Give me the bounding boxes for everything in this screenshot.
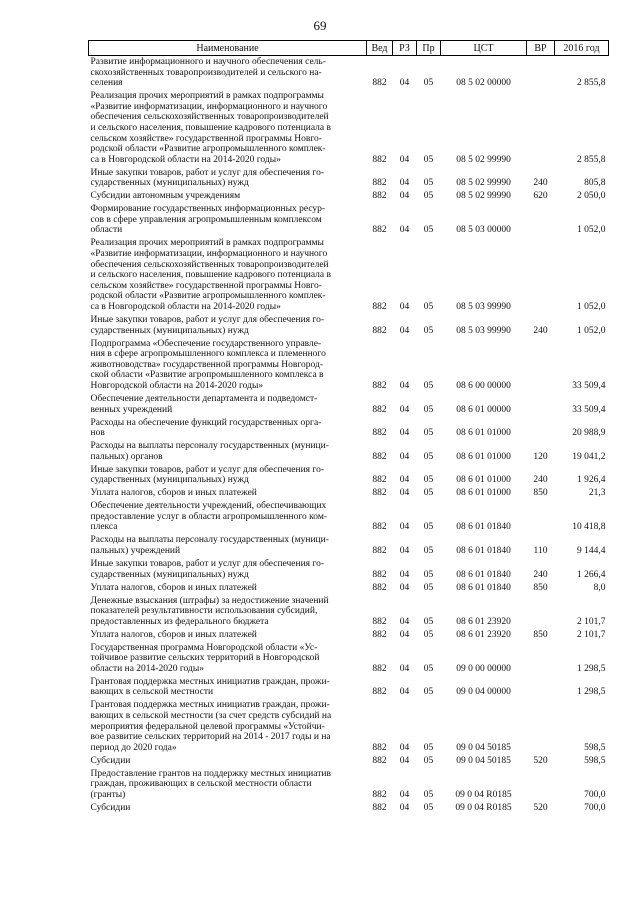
row-ved: 882: [372, 663, 387, 674]
row-pr: 05: [423, 616, 434, 627]
table-body: [89, 56, 609, 815]
row-name: Предоставление грантов на поддержку местных инициатив граждан, проживающих в сельской местности области (гранты): [90, 768, 331, 800]
row-name: Денежные взыскания (штрафы) за недостижение значений показателей результативности использования субсидий, предоставленных из федерального бюджета: [90, 595, 329, 627]
row-ved: 882: [372, 629, 387, 640]
row-vr: 850: [533, 582, 548, 593]
row-vr: 120: [533, 451, 548, 462]
row-ved: 882: [372, 687, 387, 698]
row-name: Подпрограмма «Обеспечение государственного управле- ния в сфере агропромышленного комплекса и племенного животноводства» государственной программы Новгород- ской области «Развитие агропромышленного комплекса в Новгородской области на 2014-2020 годы»: [90, 338, 326, 391]
header-rz: РЗ: [393, 41, 417, 56]
row-pr: 05: [423, 522, 434, 533]
table-row: [89, 167, 609, 191]
row-cst: 08 5 02 99990: [456, 154, 511, 165]
row-cst: 08 5 03 00000: [456, 225, 511, 236]
row-amount: 700,0: [584, 789, 606, 800]
row-cst: 09 0 04 50185: [456, 742, 511, 753]
row-rz: 04: [399, 616, 410, 627]
row-vr: [527, 237, 555, 314]
table-row: [89, 464, 609, 488]
row-cst: 08 5 02 00000: [456, 78, 511, 89]
row-name: Уплата налогов, сборов и иных платежей: [90, 488, 257, 499]
row-amount: 2 101,7: [577, 616, 606, 627]
row-vr: [527, 417, 555, 441]
row-name: Обеспечение деятельности департамента и подведомст- венных учреждений: [90, 393, 318, 415]
row-amount: 1 052,0: [577, 225, 606, 236]
row-pr: 05: [423, 755, 434, 766]
row-pr: 05: [423, 78, 434, 89]
row-ved: 882: [372, 404, 387, 415]
row-rz: 04: [399, 663, 410, 674]
row-ved: 882: [372, 225, 387, 236]
row-amount: 2 855,8: [577, 78, 606, 89]
row-ved: 882: [372, 742, 387, 753]
row-vr: [527, 338, 555, 393]
row-cst: 08 6 01 01000: [456, 475, 511, 486]
row-pr: 05: [423, 546, 434, 556]
row-rz: 04: [399, 802, 410, 813]
row-amount: 33 509,4: [572, 380, 606, 391]
table-row: [89, 314, 609, 338]
table-row: [89, 487, 609, 500]
row-rz: 04: [399, 451, 410, 462]
table-row: [89, 534, 609, 558]
row-cst: 08 6 01 01000: [456, 428, 511, 439]
row-name: Расходы на выплаты персоналу государственных (муници- пальных) органов: [90, 441, 329, 462]
row-amount: 1 052,0: [577, 302, 606, 313]
row-cst: 08 6 01 23920: [456, 616, 511, 627]
row-ved: 882: [372, 302, 387, 313]
row-ved: 882: [372, 475, 387, 486]
row-vr: 240: [533, 178, 548, 189]
row-rz: 04: [399, 380, 410, 391]
row-rz: 04: [399, 522, 410, 533]
row-name: Иные закупки товаров, работ и услуг для обеспечения го- сударственных (муниципальных) нужд: [90, 315, 324, 336]
row-cst: 08 6 00 00000: [456, 380, 511, 391]
row-pr: 05: [423, 582, 434, 593]
row-cst: 08 6 01 23920: [456, 629, 511, 640]
row-amount: 700,0: [584, 802, 606, 813]
row-ved: 882: [372, 789, 387, 800]
table-row: [89, 203, 609, 237]
page-number: 69: [313, 18, 327, 33]
row-pr: 05: [423, 404, 434, 415]
table-row: [89, 595, 609, 629]
row-rz: 04: [399, 225, 410, 236]
row-amount: 33 509,4: [572, 404, 606, 415]
table-row: [89, 629, 609, 642]
row-rz: 04: [399, 178, 410, 189]
row-vr: 520: [533, 755, 548, 766]
row-cst: 09 0 04 R0185: [455, 789, 512, 800]
row-rz: 04: [399, 755, 410, 766]
header-name: Наименование: [89, 41, 367, 56]
row-pr: 05: [423, 325, 434, 336]
row-name: Грантовая поддержка местных инициатив граждан, прожи- вающих в сельской местности (за счет средств субсидий на мероприятия федеральной целевой программы «Устойчи- вое развитие сельских территорий на 2014 - 2017 годы и на период до 2020 года»: [90, 700, 332, 753]
row-cst: 09 0 04 00000: [456, 687, 511, 698]
row-rz: 04: [399, 191, 410, 202]
row-cst: 08 6 01 01840: [456, 582, 511, 593]
row-vr: 240: [533, 569, 548, 580]
row-rz: 04: [399, 546, 410, 556]
row-cst: 08 5 03 99990: [456, 325, 511, 336]
row-pr: 05: [423, 178, 434, 189]
table-row: [89, 582, 609, 595]
row-cst: 08 5 03 99990: [456, 302, 511, 313]
row-pr: 05: [423, 191, 434, 202]
row-ved: 882: [372, 582, 387, 593]
table-row: [89, 440, 609, 464]
row-ved: 882: [372, 802, 387, 813]
row-name: Государственная программа Новгородской области «Ус- тойчивое развитие сельских территорий в Новгородской области на 2014-2020 годы»: [90, 642, 320, 674]
row-pr: 05: [423, 488, 434, 499]
row-name: Иные закупки товаров, работ и услуг для обеспечения го- сударственных (муниципальных) нужд: [90, 464, 324, 486]
row-amount: 19 041,2: [572, 451, 606, 462]
row-ved: 882: [372, 755, 387, 766]
row-amount: 598,5: [584, 755, 606, 766]
row-vr: [527, 56, 555, 91]
row-ved: 882: [372, 569, 387, 580]
row-ved: 882: [372, 78, 387, 89]
table-row: [89, 90, 609, 167]
row-pr: 05: [423, 742, 434, 753]
row-rz: 04: [399, 742, 410, 753]
row-ved: 882: [372, 154, 387, 165]
row-name: Обеспечение деятельности учреждений, обеспечивающих предоставление услуг в области агропромышленного ком- плекса: [90, 501, 328, 533]
row-rz: 04: [399, 404, 410, 415]
row-amount: 1 926,4: [577, 475, 606, 486]
row-pr: 05: [423, 629, 434, 640]
row-amount: 8,0: [593, 582, 606, 593]
row-cst: 08 6 01 01000: [456, 451, 511, 462]
row-ved: 882: [372, 178, 387, 189]
row-cst: 08 6 01 01000: [456, 488, 511, 499]
table-row: [89, 56, 609, 91]
table-row: [89, 755, 609, 768]
row-vr: 240: [533, 325, 548, 336]
row-cst: 08 5 02 99990: [456, 178, 511, 189]
row-vr: 520: [533, 802, 548, 813]
row-rz: 04: [399, 154, 410, 165]
row-cst: 08 6 01 01840: [456, 546, 511, 556]
table-row: [89, 558, 609, 582]
table-row: [89, 768, 609, 802]
table-row: [89, 699, 609, 754]
row-vr: [527, 500, 555, 534]
row-pr: 05: [423, 789, 434, 800]
header-ved: Вед: [367, 41, 393, 56]
row-ved: 882: [372, 325, 387, 336]
row-name: Реализация прочих мероприятий в рамках подпрограммы «Развитие информатизации, информационного и научного обеспечения сельскохозяйственных товаропроизводителей и сельского населения, повышение кадрового потенциала в сельском хозяйстве» государственной программы Новго- родской области «Развитие агропромышленного комплек- са в Новгородской области на 2014-2020 годы»: [90, 238, 331, 313]
row-amount: 9 144,4: [577, 546, 606, 556]
header-cst: ЦСТ: [441, 41, 527, 56]
row-name: Расходы на обеспечение функций государственных орга- нов: [90, 417, 322, 439]
row-amount: 1 266,4: [577, 569, 606, 580]
row-rz: 04: [399, 582, 410, 593]
row-cst: 08 6 01 00000: [456, 404, 511, 415]
header-vr: ВР: [527, 41, 555, 56]
row-cst: 08 6 01 01840: [456, 569, 511, 580]
table-row: [89, 500, 609, 534]
row-vr: [527, 203, 555, 237]
row-pr: 05: [423, 687, 434, 698]
row-name: Реализация прочих мероприятий в рамках подпрограммы «Развитие информатизации, информационного и научного обеспечения сельскохозяйственных товаропроизводителей и сельского населения, повышение кадрового потенциала в сельском хозяйстве» государственной программы Новго- родской области «Развитие агропромышленного комплек- са в Новгородской области на 2014-2020 годы»: [90, 91, 331, 165]
row-name: Субсидии: [90, 755, 131, 766]
row-ved: 882: [372, 546, 387, 556]
row-ved: 882: [372, 488, 387, 499]
row-name: Иные закупки товаров, работ и услуг для обеспечения го- сударственных (муниципальных) нужд: [90, 167, 324, 189]
row-cst: 09 0 04 R0185: [455, 802, 512, 813]
row-rz: 04: [399, 325, 410, 336]
table-row: [89, 802, 609, 815]
row-cst: 09 0 00 00000: [456, 663, 511, 674]
table-row: [89, 417, 609, 441]
row-name: Развитие информационного и научного обеспечения сель- скохозяйственных товаропроизводителей и сельского на- селения: [90, 57, 326, 89]
row-vr: [527, 699, 555, 754]
table-row: [89, 642, 609, 676]
row-vr: [527, 393, 555, 417]
row-pr: 05: [423, 802, 434, 813]
row-pr: 05: [423, 380, 434, 391]
row-vr: 850: [533, 488, 548, 499]
row-vr: [527, 768, 555, 802]
row-rz: 04: [399, 78, 410, 89]
row-rz: 04: [399, 302, 410, 313]
row-name: Уплата налогов, сборов и иных платежей: [90, 629, 257, 640]
table-row: [89, 237, 609, 314]
row-amount: 10 418,8: [572, 522, 606, 533]
row-amount: 20 988,9: [572, 428, 606, 439]
row-amount: 805,8: [584, 178, 606, 189]
row-cst: 08 5 02 99990: [456, 191, 511, 202]
row-name: Расходы на выплаты персоналу государственных (муници- пальных) учреждений: [90, 535, 329, 556]
row-vr: [527, 676, 555, 700]
row-name: Формирование государственных информационных ресур- сов в сфере управления агропромышленным комплексом области: [90, 204, 326, 236]
row-name: Субсидии автономным учреждениям: [90, 191, 241, 202]
row-cst: 09 0 04 50185: [456, 755, 511, 766]
row-pr: 05: [423, 225, 434, 236]
row-vr: [527, 90, 555, 167]
row-pr: 05: [423, 569, 434, 580]
row-amount: 21,3: [588, 488, 606, 499]
row-pr: 05: [423, 302, 434, 313]
row-rz: 04: [399, 789, 410, 800]
row-pr: 05: [423, 451, 434, 462]
row-vr: 240: [533, 475, 548, 486]
row-amount: 1 052,0: [577, 325, 606, 336]
row-ved: 882: [372, 380, 387, 391]
row-vr: [527, 642, 555, 676]
table-row: [89, 338, 609, 393]
row-name: Уплата налогов, сборов и иных платежей: [90, 582, 257, 593]
header-pr: Пр: [417, 41, 441, 56]
table-header-row: [89, 41, 609, 56]
row-pr: 05: [423, 154, 434, 165]
row-vr: 620: [533, 191, 548, 202]
row-vr: 850: [533, 629, 548, 640]
row-rz: 04: [399, 687, 410, 698]
row-amount: 2 050,0: [577, 191, 606, 202]
row-cst: 08 6 01 01840: [456, 522, 511, 533]
row-name: Субсидии: [90, 802, 131, 813]
budget-table: [88, 40, 609, 815]
row-amount: 1 298,5: [577, 663, 606, 674]
row-rz: 04: [399, 488, 410, 499]
row-ved: 882: [372, 616, 387, 627]
header-year: 2016 год: [555, 41, 609, 56]
row-rz: 04: [399, 428, 410, 439]
table-row: [89, 190, 609, 203]
table-row: [89, 676, 609, 700]
row-amount: 2 101,7: [577, 629, 606, 640]
row-ved: 882: [372, 451, 387, 462]
row-name: Грантовая поддержка местных инициатив граждан, прожи- вающих в сельской местности: [90, 676, 330, 698]
row-vr: 110: [533, 546, 548, 556]
row-vr: [527, 595, 555, 629]
row-amount: 598,5: [584, 742, 606, 753]
row-ved: 882: [372, 428, 387, 439]
row-pr: 05: [423, 475, 434, 486]
row-amount: 1 298,5: [577, 687, 606, 698]
table-row: [89, 393, 609, 417]
row-rz: 04: [399, 569, 410, 580]
row-rz: 04: [399, 629, 410, 640]
row-pr: 05: [423, 428, 434, 439]
row-rz: 04: [399, 475, 410, 486]
row-pr: 05: [423, 663, 434, 674]
row-name: Иные закупки товаров, работ и услуг для обеспечения го- сударственных (муниципальных) нужд: [90, 558, 324, 580]
row-amount: 2 855,8: [577, 154, 606, 165]
row-ved: 882: [372, 522, 387, 533]
row-ved: 882: [372, 191, 387, 202]
